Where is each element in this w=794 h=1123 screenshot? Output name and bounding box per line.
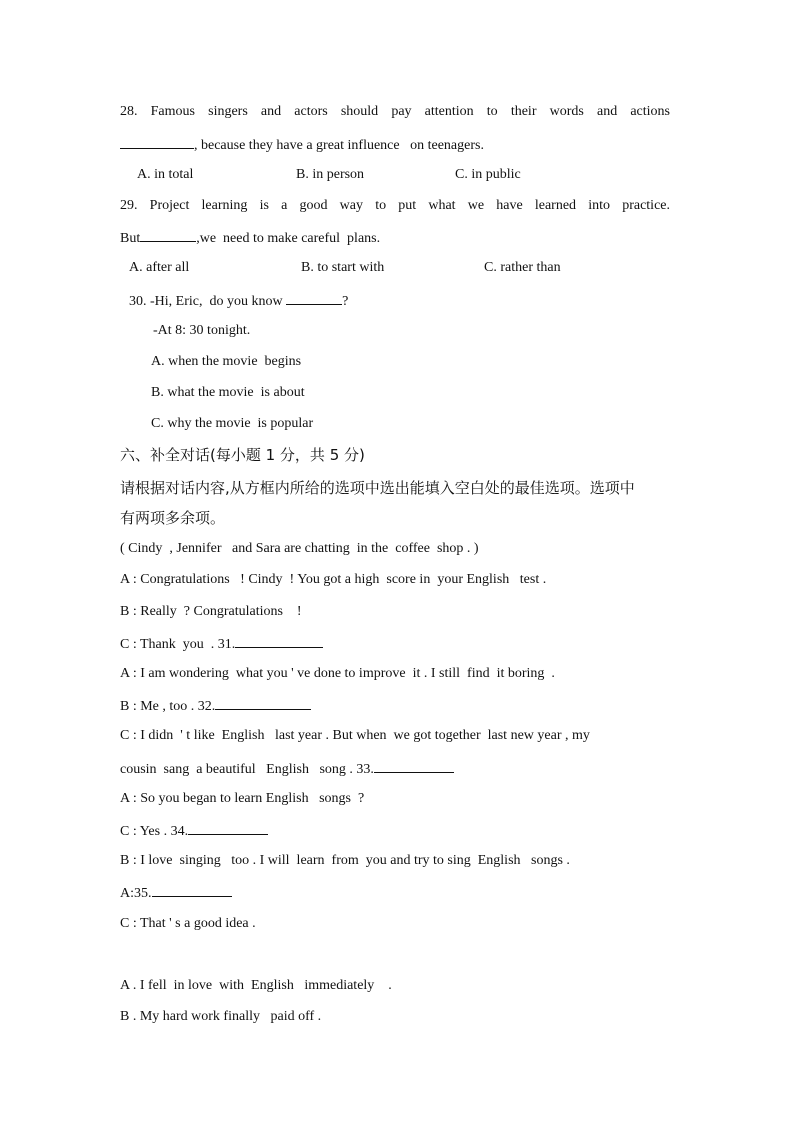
- q29-stem-pre: But: [120, 231, 141, 246]
- q29-stem-cont: [120, 227, 380, 249]
- dialogue-line: [120, 758, 454, 780]
- q28-option-c: C. in public: [455, 167, 521, 182]
- q30-stem-pre: 30. -Hi, Eric, do you know: [129, 294, 287, 309]
- dialogue-line: C : That ' s a good idea .: [120, 916, 256, 931]
- q30-answer: -At 8: 30 tonight.: [153, 323, 251, 338]
- answer-blank-34[interactable]: [188, 820, 268, 835]
- q30-stem-post: ?: [342, 294, 349, 309]
- section-heading: 六、补全对话(每小题 1 分，共 5 分): [120, 446, 365, 464]
- dialogue-line: [120, 820, 268, 842]
- dialogue-line: C : I didn ' t like English last year . But when we got together last new year , my: [120, 728, 590, 743]
- q28-stem-cont: [120, 134, 484, 156]
- q29-option-b: B. to start with: [301, 260, 385, 275]
- answer-blank-31[interactable]: [235, 633, 323, 648]
- dialogue-context: ( Cindy , Jennifer and Sara are chatting in the coffee shop . ): [120, 541, 479, 556]
- q29-option-c: C. rather than: [484, 260, 561, 275]
- dialogue-line: B : Really ? Congratulations !: [120, 604, 302, 619]
- answer-blank-32[interactable]: [215, 695, 311, 710]
- choice-b: B . My hard work finally paid off .: [120, 1009, 322, 1024]
- answer-blank-33[interactable]: [374, 758, 454, 773]
- section-instruction: 请根据对话内容,从方框内所给的选项中选出能填入空白处的最佳选项。选项中: [120, 479, 635, 497]
- answer-blank[interactable]: [120, 134, 194, 149]
- dialogue-line: [120, 882, 232, 904]
- q30-option-c: C. why the movie is popular: [151, 416, 314, 431]
- dialogue-line: A : So you began to learn English songs ?: [120, 791, 365, 806]
- dialogue-line: A : Congratulations ! Cindy ! You got a high score in your English test .: [120, 572, 547, 587]
- answer-blank[interactable]: [286, 290, 342, 305]
- dialogue-text: C : Thank you . 31.: [120, 637, 236, 652]
- dialogue-text: cousin sang a beautiful English song . 33.: [120, 762, 374, 777]
- answer-blank[interactable]: [140, 227, 196, 242]
- q30-option-a: A. when the movie begins: [151, 354, 302, 369]
- q30-stem: [129, 290, 348, 312]
- dialogue-line: [120, 695, 311, 717]
- q30-option-b: B. what the movie is about: [151, 385, 305, 400]
- dialogue-text: C : Yes . 34.: [120, 824, 189, 839]
- answer-blank-35[interactable]: [152, 882, 232, 897]
- dialogue-line: A : I am wondering what you ' ve done to improve it . I still find it boring .: [120, 666, 555, 681]
- q28-option-b: B. in person: [296, 167, 365, 182]
- q29-stem: 29. Project learning is a good way to put what we have learned into practice.: [120, 198, 670, 213]
- q29-option-a: A. after all: [129, 260, 190, 275]
- dialogue-line: [120, 633, 323, 655]
- choice-a: A . I fell in love with English immediately .: [120, 978, 392, 993]
- dialogue-line: B : I love singing too . I will learn from you and try to sing English songs .: [120, 853, 570, 868]
- q29-stem-post: ,we need to make careful plans.: [196, 231, 381, 246]
- q28-option-a: A. in total: [137, 167, 194, 182]
- dialogue-text: A:35.: [120, 886, 152, 901]
- q28-stem-rest: , because they have a great influence on teenagers.: [194, 138, 484, 153]
- section-instruction-cont: 有两项多余项。: [120, 509, 226, 527]
- q28-stem: 28. Famous singers and actors should pay attention to their words and actions: [120, 104, 670, 119]
- dialogue-text: B : Me , too . 32.: [120, 699, 216, 714]
